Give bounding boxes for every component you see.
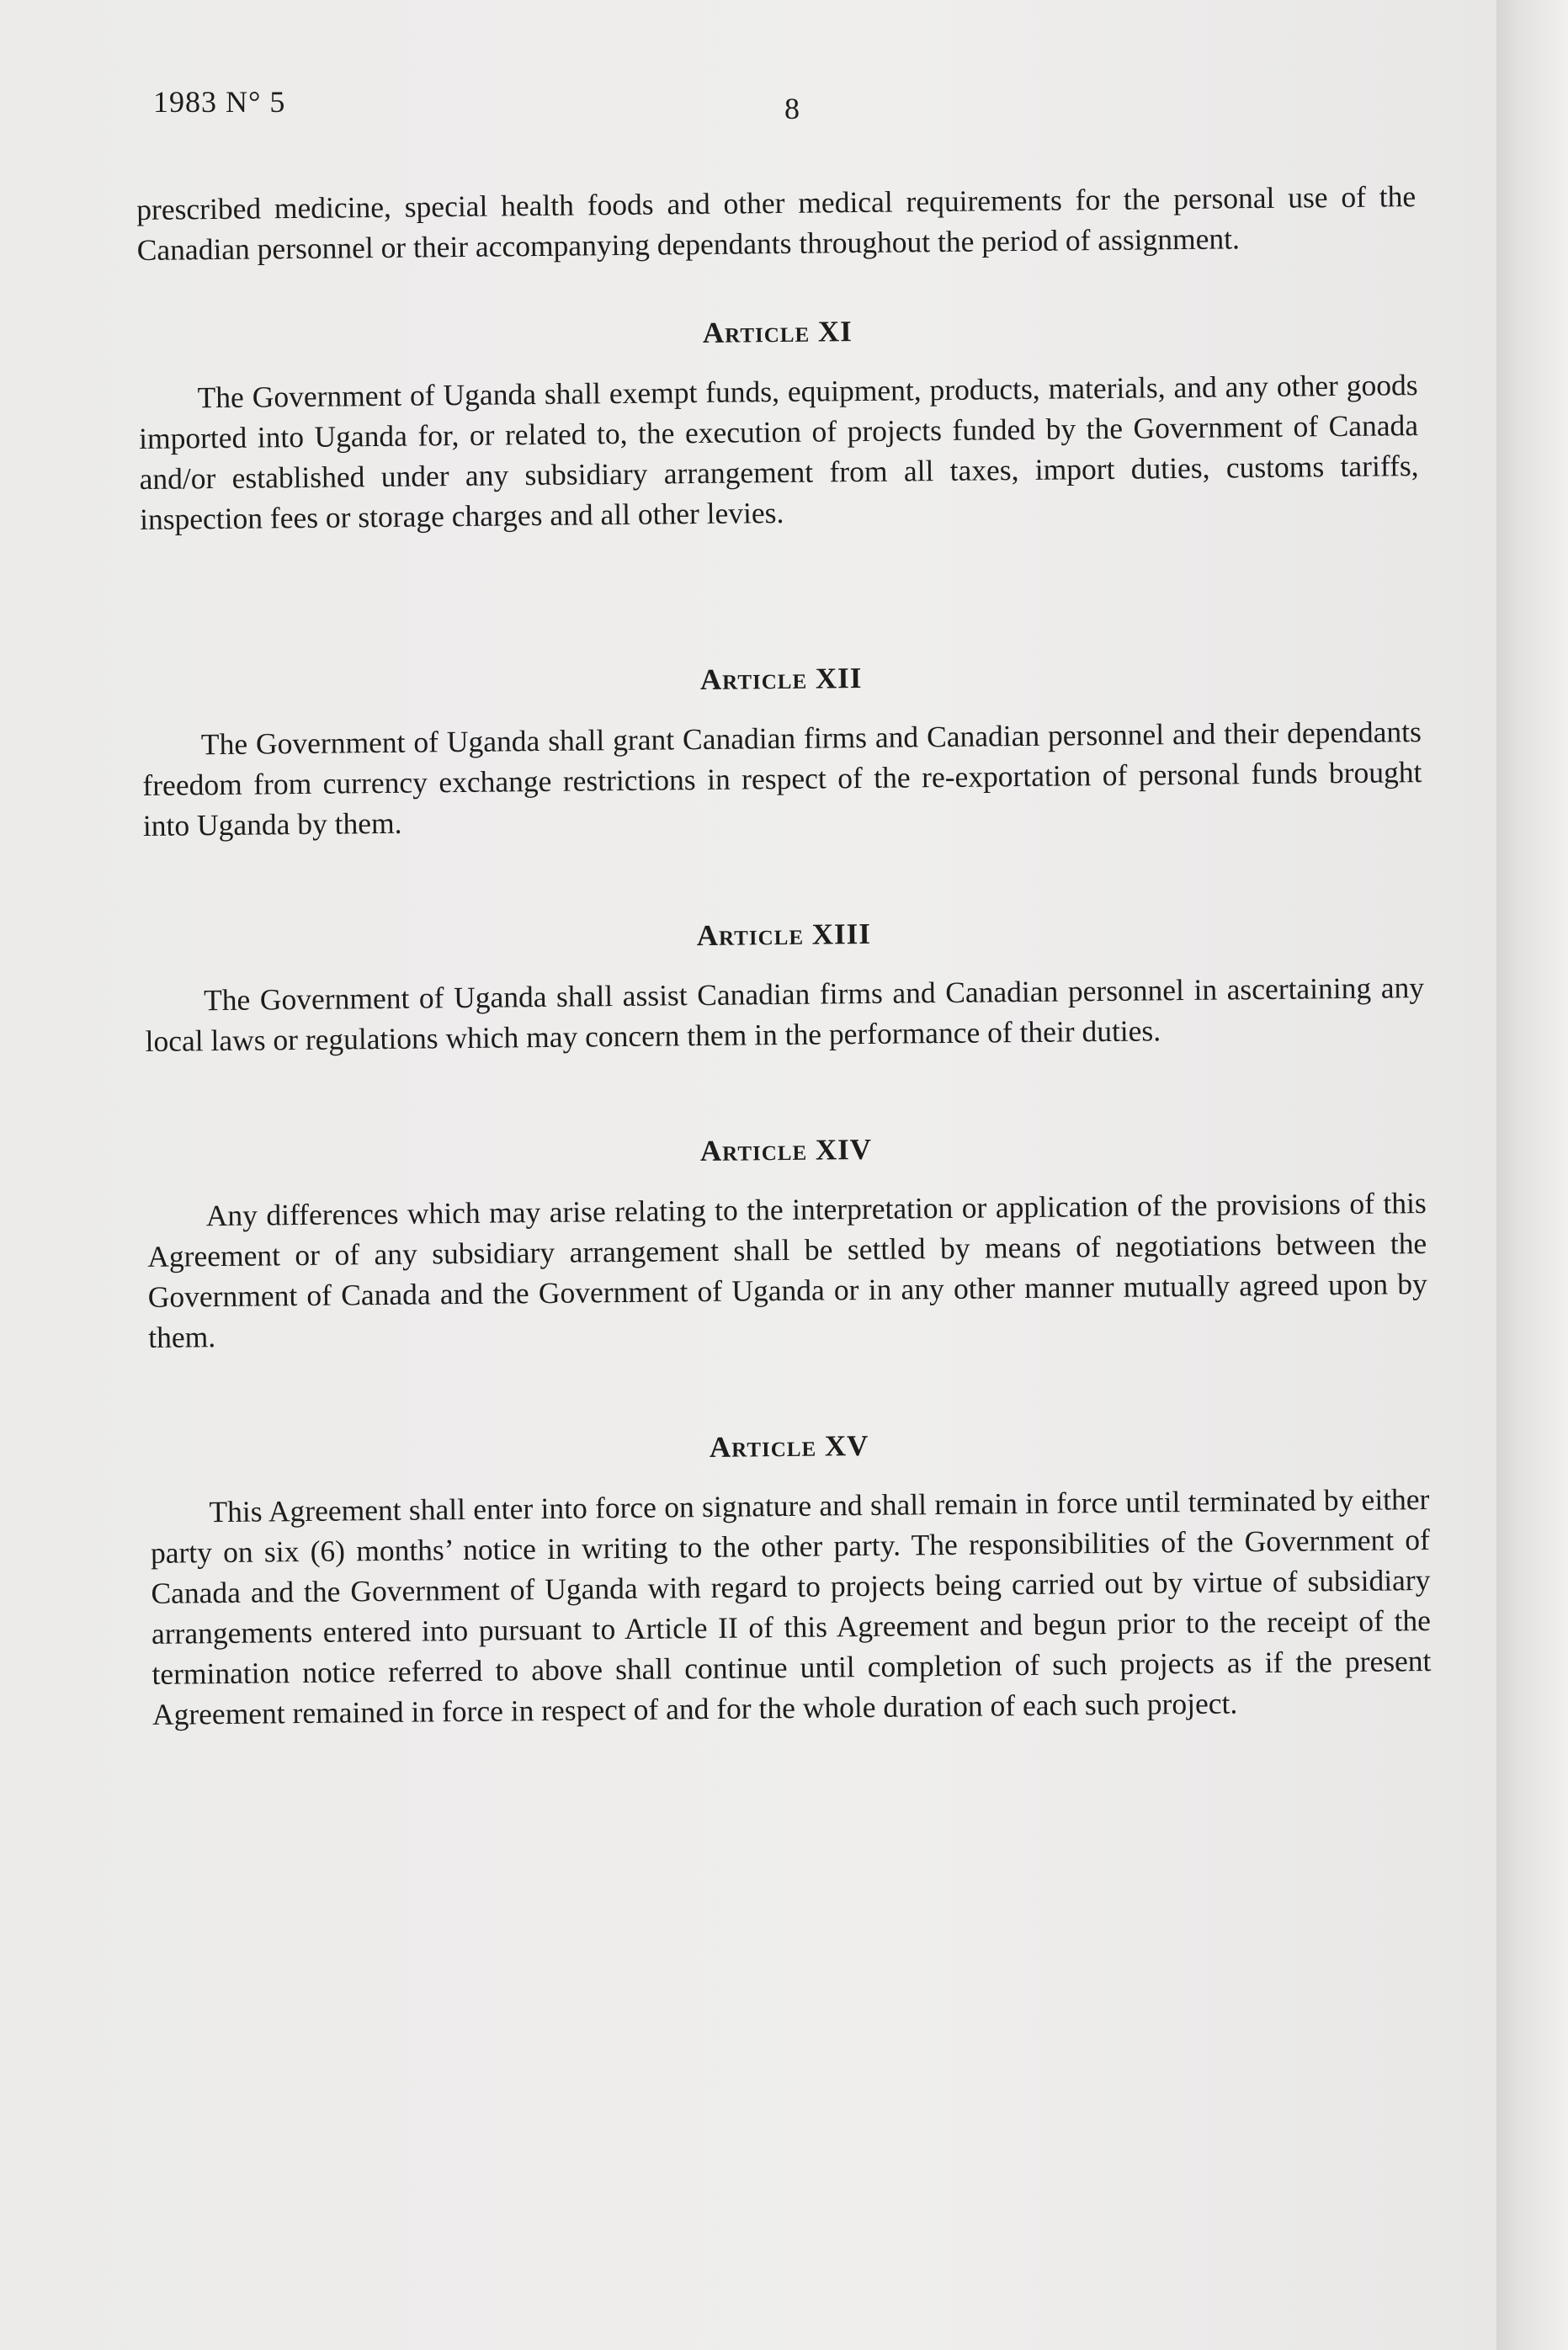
article-text: Any differences which may arise relating to the interpretation or application of the provisions of this Agreement or of any subsidiary arrangement shall be settled by means of negotiations between the Government of Canada and the Government of Uganda or in any other manner mutually agreed upon by them. [147,1186,1427,1354]
page-number: 8 [784,92,800,125]
article-xiv [146,1124,1428,1358]
article-heading: Article XII [699,662,863,697]
article-xii [141,652,1422,846]
article-heading: Article XIV [699,1132,873,1168]
article-text: The Government of Uganda shall grant Canadian firms and Canadian personnel and their dependants freedom from currency exchange restrictions in respect of the re-exportation of personal funds brought into Uganda by them. [142,715,1422,843]
article-xi [138,306,1420,540]
document-body [136,176,1432,1735]
article-heading: Article XIII [696,917,872,953]
article-heading: Article XI [702,315,853,349]
article-xiii [144,908,1425,1061]
article-text: The Government of Uganda shall assist Canadian firms and Canadian personnel in ascertaining any local laws or regulations which may concern them in the performance of their duties. [145,970,1425,1058]
continued-paragraph: prescribed medicine, special health foods and other medical requirements for the personal use of the Canadian personnel or their accompanying dependants throughout the period of assignment. [136,179,1417,267]
document-reference: 1983 N° 5 [153,85,286,119]
article-text: The Government of Uganda shall exempt funds, equipment, products, materials, and any other goods imported into Uganda for, or related to, the execution of projects funded by the Government of Canada and/or established under any subsidiary arrangement from all taxes, import duties, customs tariffs, inspection fees or storage charges and all other levies. [138,368,1419,536]
page-header [153,84,1416,126]
article-heading: Article XV [709,1428,869,1464]
article-xv [149,1420,1432,1735]
binding-gutter [1496,0,1568,2350]
article-text: This Agreement shall enter into force on signature and shall remain in force until terminated by either party on six (6) months’ notice in writing to the other party. The responsibilities of the Government of Canada and the Government of Uganda with regard to projects being carried out by virtue of subsidiary arrangements entered into pursuant to Article II of this Agreement and begun prior to the receipt of the termination notice referred to above shall continue until completion of such projects as if the present Agreement remained in force in respect of and for the whole duration of each such project. [150,1481,1432,1731]
